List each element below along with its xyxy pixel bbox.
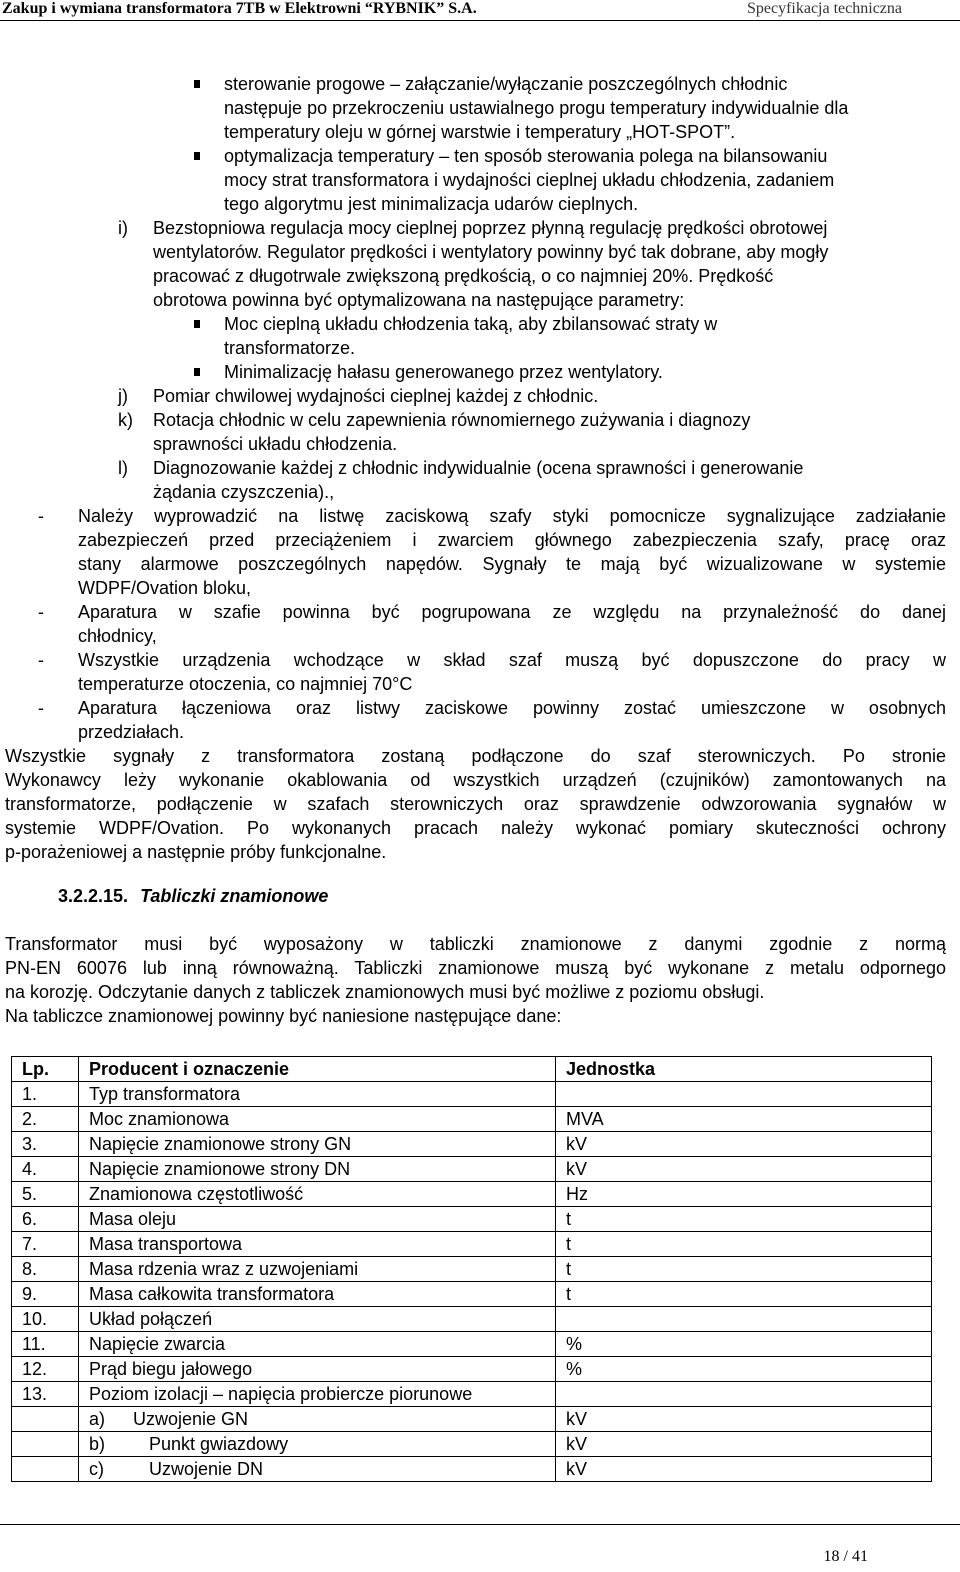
bullet-square-icon <box>194 80 200 88</box>
item-label: i) <box>118 218 128 238</box>
row-parameter: Masa rdzenia wraz z uzwojeniami <box>79 1257 556 1282</box>
section-title: Tabliczki znamionowe <box>140 886 329 906</box>
item-line: Pomiar chwilowej wydajności cieplnej każdej z chłodnic. <box>153 386 599 406</box>
row-unit: kV <box>556 1407 932 1432</box>
row-parameter <box>79 1407 556 1432</box>
row-parameter: Typ transformatora <box>79 1082 556 1107</box>
paragraph-line: Na tabliczce znamionowej powinny być naniesione następujące dane: <box>5 1006 562 1026</box>
subrow-letter: b) <box>89 1434 106 1454</box>
row-unit: % <box>556 1357 932 1382</box>
nameplate-data-table <box>11 1056 932 1482</box>
page-header <box>0 0 960 21</box>
row-unit: kV <box>556 1132 932 1157</box>
table-row <box>12 1157 932 1182</box>
section-number: 3.2.2.15. <box>58 886 129 906</box>
dash-marker: - <box>38 602 44 622</box>
bullet-square-icon <box>194 320 200 328</box>
row-unit <box>556 1082 932 1107</box>
row-number: 11. <box>12 1332 79 1357</box>
row-number: 6. <box>12 1207 79 1232</box>
dash-line: Aparatura w szafie powinna być pogrupowana ze względu na przynależność do danej <box>78 602 946 622</box>
row-parameter: Układ połączeń <box>79 1307 556 1332</box>
dash-line: WDPF/Ovation bloku, <box>78 578 252 598</box>
subrow-label: Uzwojenie GN <box>133 1409 249 1429</box>
dash-line: Należy wyprowadzić na listwę zaciskową szafy styki pomocnicze sygnalizujące zadziałanie <box>78 506 946 526</box>
row-number: 10. <box>12 1307 79 1332</box>
row-unit: MVA <box>556 1107 932 1132</box>
bullet-line: tego algorytmu jest minimalizacja udarów cieplnych. <box>224 194 639 214</box>
section-heading <box>58 884 328 908</box>
table-row <box>12 1207 932 1232</box>
dash-marker: - <box>38 698 44 718</box>
row-unit: t <box>556 1282 932 1307</box>
dash-line: zabezpieczeń przed przeciążeniem i zwarciem głównego zabezpieczenia szafy, pracę oraz <box>78 530 946 550</box>
row-parameter: Napięcie zwarcia <box>79 1332 556 1357</box>
paragraph-line: transformatorze, podłączenie w szafach sterowniczych oraz sprawdzenie odwzorowania sygnałów w <box>5 794 946 814</box>
row-parameter <box>79 1432 556 1457</box>
row-unit: t <box>556 1232 932 1257</box>
dash-line: Aparatura łączeniowa oraz listwy zaciskowe powinny zostać umieszczone w osobnych <box>78 698 946 718</box>
row-unit: % <box>556 1332 932 1357</box>
row-number <box>12 1432 79 1457</box>
table-row <box>12 1332 932 1357</box>
column-header: Lp. <box>12 1057 79 1082</box>
row-number: 3. <box>12 1132 79 1157</box>
item-line: sprawności układu chłodzenia. <box>153 434 398 454</box>
dash-line: stany alarmowe poszczególnych napędów. Sygnały te mają być wizualizowane w systemie <box>78 554 946 574</box>
row-parameter: Napięcie znamionowe strony GN <box>79 1132 556 1157</box>
bullet-square-icon <box>194 368 200 376</box>
column-header: Jednostka <box>556 1057 932 1082</box>
item-label: l) <box>118 458 128 478</box>
row-unit: kV <box>556 1432 932 1457</box>
header-doc-type: Specyfikacja techniczna <box>746 0 902 17</box>
table-row <box>12 1382 932 1407</box>
row-parameter <box>79 1457 556 1482</box>
bullet-square-icon <box>194 152 200 160</box>
table-row <box>12 1232 932 1257</box>
subrow-label: Uzwojenie DN <box>149 1459 264 1479</box>
item-label: j) <box>118 386 128 406</box>
bullet-line: następuje po przekroczeniu ustawialnego progu temperatury indywidualnie dla <box>224 98 849 118</box>
subrow-label: Punkt gwiazdowy <box>149 1434 289 1454</box>
row-unit: Hz <box>556 1182 932 1207</box>
row-number: 9. <box>12 1282 79 1307</box>
dash-marker: - <box>38 650 44 670</box>
table-subrow <box>12 1457 932 1482</box>
row-parameter: Moc znamionowa <box>79 1107 556 1132</box>
row-number <box>12 1457 79 1482</box>
bullet-line: optymalizacja temperatury – ten sposób sterowania polega na bilansowaniu <box>224 146 828 166</box>
row-number: 7. <box>12 1232 79 1257</box>
item-line: wentylatorów. Regulator prędkości i wentylatory powinny być tak dobrane, aby mogły <box>153 242 829 262</box>
paragraph-line: Wszystkie sygnały z transformatora zostaną podłączone do szaf sterowniczych. Po stronie <box>5 746 946 766</box>
table-row <box>12 1357 932 1382</box>
item-line: Bezstopniowa regulacja mocy cieplnej poprzez płynną regulację prędkości obrotowej <box>153 218 828 238</box>
paragraph-line: systemie WDPF/Ovation. Po wykonanych pracach należy wykonać pomiary skuteczności ochrony <box>5 818 946 838</box>
row-unit <box>556 1307 932 1332</box>
table-row <box>12 1257 932 1282</box>
header-title: Zakup i wymiana transformatora 7TB w Elektrowni “RYBNIK” S.A. <box>2 0 477 17</box>
table-row <box>12 1082 932 1107</box>
row-unit: kV <box>556 1157 932 1182</box>
row-number: 2. <box>12 1107 79 1132</box>
row-unit: t <box>556 1207 932 1232</box>
row-parameter: Znamionowa częstotliwość <box>79 1182 556 1207</box>
paragraph-line: p-porażeniowej a następnie próby funkcjonalne. <box>5 842 387 862</box>
row-parameter: Prąd biegu jałowego <box>79 1357 556 1382</box>
table-subrow <box>12 1407 932 1432</box>
bullet-line: sterowanie progowe – załączanie/wyłączanie poszczególnych chłodnic <box>224 74 788 94</box>
row-number: 12. <box>12 1357 79 1382</box>
row-parameter: Masa całkowita transformatora <box>79 1282 556 1307</box>
row-number: 1. <box>12 1082 79 1107</box>
page-number: 18 / 41 <box>823 1548 868 1565</box>
row-unit <box>556 1382 932 1407</box>
row-number <box>12 1407 79 1432</box>
table-row <box>12 1132 932 1157</box>
bullet-line: mocy strat transformatora i wydajności cieplnej układu chłodzenia, zadaniem <box>224 170 835 190</box>
table-header-row <box>12 1057 932 1082</box>
row-parameter: Masa transportowa <box>79 1232 556 1257</box>
dash-line: temperaturze otoczenia, co najmniej 70°C <box>78 674 413 694</box>
row-unit: t <box>556 1257 932 1282</box>
item-line: żądania czyszczenia)., <box>153 482 335 502</box>
bullet-line: Minimalizację hałasu generowanego przez wentylatory. <box>224 362 663 382</box>
table-subrow <box>12 1432 932 1457</box>
bullet-line: temperatury oleju w górnej warstwie i temperatury „HOT-SPOT”. <box>224 122 736 142</box>
dash-marker: - <box>38 506 44 526</box>
item-line: Diagnozowanie każdej z chłodnic indywidualnie (ocena sprawności i generowanie <box>153 458 804 478</box>
item-line: pracować z długotrwale zwiększoną prędkością, o co najmniej 20%. Prędkość <box>153 266 774 286</box>
row-unit: kV <box>556 1457 932 1482</box>
row-parameter: Napięcie znamionowe strony DN <box>79 1157 556 1182</box>
table-row <box>12 1282 932 1307</box>
footer-divider <box>0 1524 960 1525</box>
table-row <box>12 1107 932 1132</box>
paragraph-line: Wykonawcy leży wykonanie okablowania od wszystkich urządzeń (czujników) zamontowanych na <box>5 770 946 790</box>
item-line: obrotowa powinna być optymalizowana na następujące parametry: <box>153 290 685 310</box>
bullet-line: transformatorze. <box>224 338 356 358</box>
row-parameter: Masa oleju <box>79 1207 556 1232</box>
row-number: 5. <box>12 1182 79 1207</box>
row-number: 4. <box>12 1157 79 1182</box>
dash-line: Wszystkie urządzenia wchodzące w skład szaf muszą być dopuszczone do pracy w <box>78 650 946 670</box>
subrow-letter: c) <box>89 1459 104 1479</box>
item-line: Rotacja chłodnic w celu zapewnienia równomiernego zużywania i diagnozy <box>153 410 751 430</box>
row-parameter: Poziom izolacji – napięcia probiercze piorunowe <box>79 1382 556 1407</box>
column-header: Producent i oznaczenie <box>79 1057 556 1082</box>
dash-line: chłodnicy, <box>78 626 157 646</box>
bullet-line: Moc cieplną układu chłodzenia taką, aby zbilansować straty w <box>224 314 718 334</box>
item-label: k) <box>118 410 133 430</box>
subrow-letter: a) <box>89 1409 106 1429</box>
row-number: 8. <box>12 1257 79 1282</box>
table-row <box>12 1307 932 1332</box>
dash-line: przedziałach. <box>78 722 185 742</box>
paragraph-line: PN-EN 60076 lub inną równoważną. Tabliczki znamionowe muszą być wykonane z metalu odpornego <box>5 958 946 978</box>
row-number: 13. <box>12 1382 79 1407</box>
paragraph-line: na korozję. Odczytanie danych z tabliczek znamionowych musi być możliwe z poziomu obsługi. <box>5 982 765 1002</box>
paragraph-line: Transformator musi być wyposażony w tabliczki znamionowe z danymi zgodnie z normą <box>5 934 946 954</box>
table-row <box>12 1182 932 1207</box>
